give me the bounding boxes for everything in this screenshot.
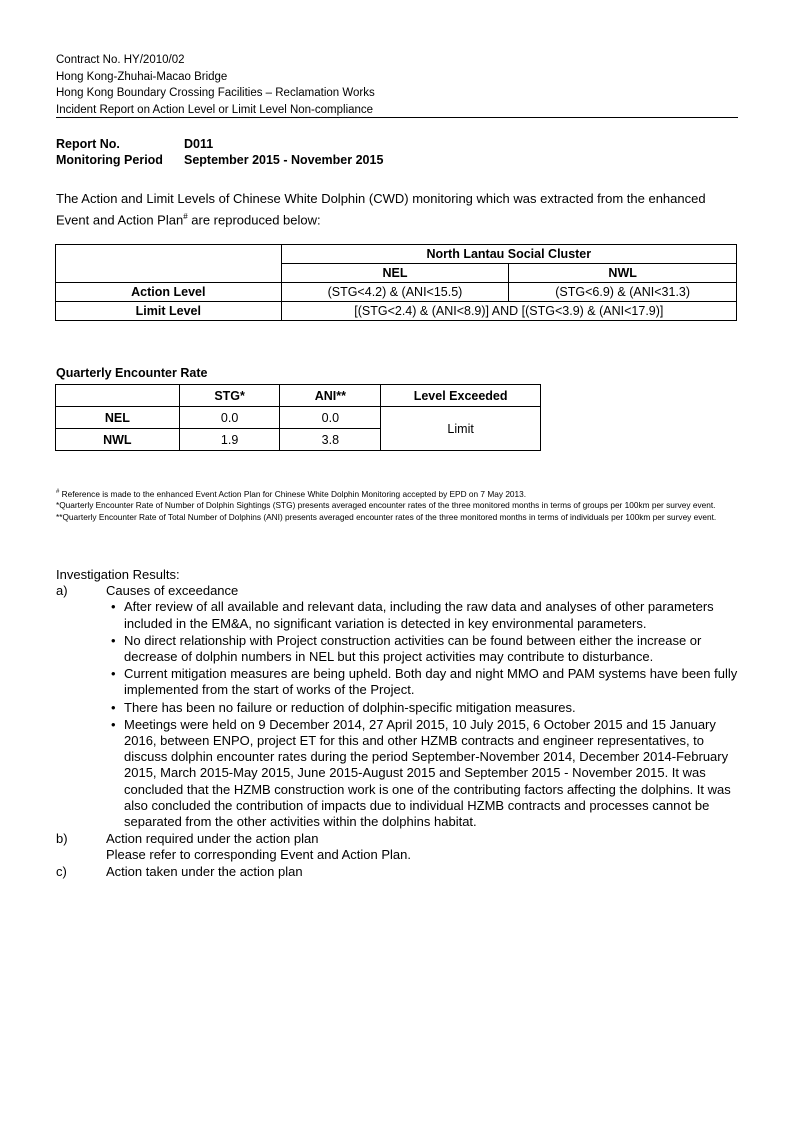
level-exceeded-header: Level Exceeded	[381, 385, 541, 407]
intro-footnote-mark: #	[183, 212, 188, 221]
nwl-ani-value: 3.8	[280, 429, 381, 451]
section-c-marker: c)	[56, 863, 67, 879]
document-header	[56, 52, 738, 118]
row-label-nel: NEL	[56, 407, 180, 429]
action-level-nwl: (STG<6.9) & (ANI<31.3)	[509, 283, 737, 302]
intro-text: The Action and Limit Levels of Chinese White Dolphin (CWD) monitoring which was extracted from the enhanced Event and Action Plan	[56, 191, 706, 228]
encounter-corner-cell	[56, 385, 180, 407]
nel-column-header: NEL	[281, 264, 509, 283]
list-item-text: Current mitigation measures are being upheld. Both day and night MMO and PAM systems have been fully implemented from the start of works of the Project.	[124, 666, 738, 698]
footnote-reference	[56, 487, 736, 500]
nel-ani-value: 0.0	[280, 407, 381, 429]
list-item	[111, 666, 738, 698]
level-exceeded-value: Limit	[381, 407, 541, 451]
section-a-marker: a)	[56, 583, 68, 599]
bullet-icon: •	[111, 599, 116, 615]
intro-text-end: are reproduced below:	[187, 212, 321, 228]
footnote-ani: **Quarterly Encounter Rate of Total Number of Dolphins (ANI) presents averaged encounter rates of the three monitored months in terms of individuals per 100km per survey event.	[56, 511, 717, 522]
section-b-text: Please refer to corresponding Event and Action Plan.	[106, 847, 411, 863]
footnote-stg: *Quarterly Encounter Rate of Number of Dolphin Sightings (STG) presents averaged encounter rates of the three monitored months in terms of groups per 100km per survey event.	[56, 500, 716, 511]
header-divider	[56, 117, 738, 118]
list-item-text: Meetings were held on 9 December 2014, 27 April 2015, 10 July 2015, 6 October 2015 and 15 January 2016, between ENPO, project ET for this and other HZMB contracts and engineer representatives, to discuss dolphin encounter rates during the period September-November 2014, December 2014-February 2015, March 2015-May 2015, June 2015-August 2015 and September 2015 - November 2015. It was concluded that the HZMB construction work is one of the contributing factors affecting the dolphins. It was also concluded the contribution of impacts due to individual HZMB contracts and processes cannot be separated from the other activities within the dolphins habitat.	[124, 716, 731, 830]
list-item-text: There has been no failure or reduction of dolphin-specific mitigation measures.	[124, 699, 576, 715]
bullet-icon: •	[111, 716, 116, 732]
footnotes	[56, 487, 736, 523]
limit-level-value: [(STG<2.4) & (ANI<8.9)] AND [(STG<3.9) & (ANI<17.9)]	[281, 302, 736, 321]
list-item	[111, 699, 738, 716]
list-item	[111, 599, 738, 631]
nwl-stg-value: 1.9	[179, 429, 280, 451]
intro-paragraph	[56, 190, 738, 229]
row-label-nwl: NWL	[56, 429, 180, 451]
report-no-value: D011	[184, 137, 214, 151]
list-item	[111, 716, 738, 830]
section-a-title: Causes of exceedance	[106, 583, 239, 599]
action-level-nel: (STG<4.2) & (ANI<15.5)	[281, 283, 509, 302]
section-b-marker: b)	[56, 831, 68, 847]
cluster-header: North Lantau Social Cluster	[281, 245, 736, 264]
monitoring-period-label: Monitoring Period	[56, 153, 163, 167]
bullet-icon: •	[111, 666, 116, 682]
stg-header: STG*	[179, 385, 280, 407]
investigation-title: Investigation Results:	[56, 567, 180, 582]
investigation-results	[56, 567, 738, 880]
nel-stg-value: 0.0	[179, 407, 280, 429]
contract-number: Contract No. HY/2010/02	[56, 54, 185, 66]
section-c-title: Action taken under the action plan	[106, 863, 303, 879]
footnote-reference-text: Reference is made to the enhanced Event Action Plan for Chinese White Dolphin Monitoring accepted by EPD on 7 May 2013.	[59, 488, 527, 499]
bullet-icon: •	[111, 699, 116, 715]
action-limit-levels-table	[55, 244, 737, 321]
action-level-label: Action Level	[56, 283, 282, 302]
section-b-title: Action required under the action plan	[106, 831, 319, 847]
report-no-label: Report No.	[56, 137, 120, 151]
report-type: Incident Report on Action Level or Limit Level Non-compliance	[56, 103, 374, 116]
ani-header: ANI**	[280, 385, 381, 407]
table-row	[56, 407, 541, 429]
monitoring-period-value: September 2015 - November 2015	[184, 153, 384, 167]
causes-list	[56, 599, 738, 830]
limit-level-label: Limit Level	[56, 302, 282, 321]
table-corner-cell	[56, 245, 282, 283]
list-item-text: No direct relationship with Project construction activities can be found between either the increase or decrease of dolphin numbers in NEL but this project activities may contribute to disturbance.	[124, 632, 702, 665]
nwl-column-header: NWL	[509, 264, 737, 283]
encounter-rate-title: Quarterly Encounter Rate	[56, 366, 208, 380]
list-item	[111, 632, 738, 665]
footnote-mark: #	[56, 489, 60, 495]
encounter-rate-table	[55, 384, 541, 451]
facility-name: Hong Kong Boundary Crossing Facilities – Reclamation Works	[56, 87, 375, 99]
bullet-icon: •	[111, 632, 116, 648]
project-name: Hong Kong-Zhuhai-Macao Bridge	[56, 70, 228, 83]
list-item-text: After review of all available and relevant data, including the raw data and analyses of other parameters included in the EM&A, no significant variation is detected in key environmental parameters.	[124, 599, 714, 631]
report-info	[56, 136, 383, 168]
